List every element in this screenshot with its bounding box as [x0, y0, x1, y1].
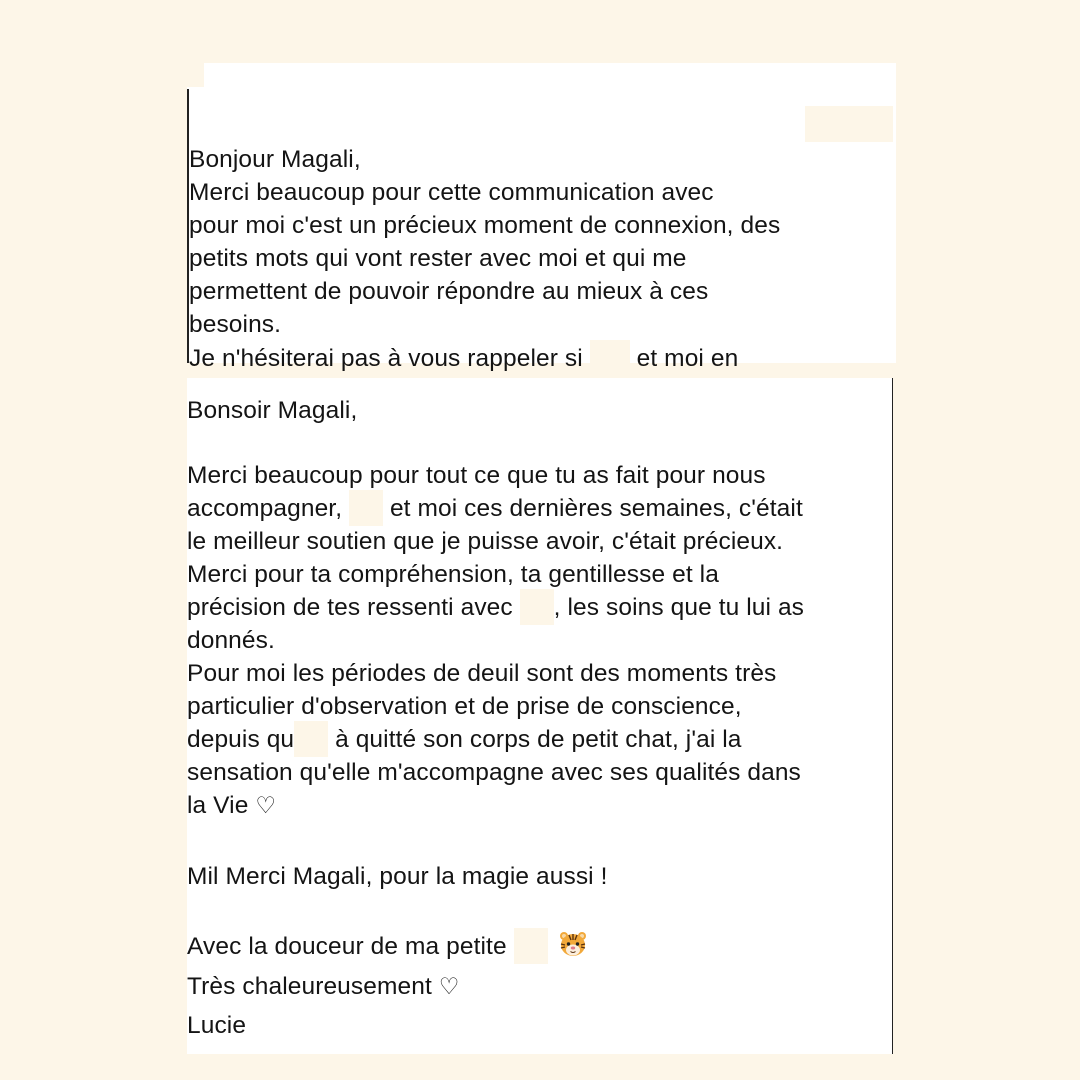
message-line: besoins.: [189, 311, 282, 338]
redacted-name: [805, 106, 893, 142]
message-signature: Lucie: [187, 1012, 247, 1039]
card-right-border: [892, 378, 893, 1054]
message-line: Merci pour ta compréhension, ta gentillesse et la: [187, 561, 719, 588]
message-line: Je n'hésiterai pas à vous rappeler si et moi en: [189, 342, 738, 376]
message-line: depuis qu à quitté son corps de petit chat, j'ai la: [187, 723, 742, 757]
message-line: le meilleur soutien que je puisse avoir, c'était précieux.: [187, 528, 784, 555]
message-card-bonjour: [187, 63, 896, 372]
message-line: pour moi c'est un précieux moment de connexion, des: [189, 212, 781, 239]
heart-icon: ♡: [255, 793, 277, 819]
message-line: particulier d'observation et de prise de conscience,: [187, 693, 742, 720]
message-line: précision de tes ressenti avec , les soins que tu lui as: [187, 591, 804, 625]
message-line: Merci beaucoup pour cette communication avec: [189, 179, 714, 206]
heart-icon: ♡: [438, 974, 460, 1000]
tiger-face-icon: [559, 931, 587, 957]
message-line: petits mots qui vont rester avec moi et qui me: [189, 245, 687, 272]
message-card-bonsoir: [187, 378, 893, 1054]
redacted-name: [349, 490, 383, 526]
redacted-name: [514, 928, 548, 964]
message-line: Bonsoir Magali,: [187, 397, 358, 424]
message-line: permettent de pouvoir répondre au mieux à ces: [189, 278, 709, 305]
message-line: Bonjour Magali,: [189, 146, 361, 173]
redacted-name: [590, 340, 630, 376]
message-line: sensation qu'elle m'accompagne avec ses qualités dans: [187, 759, 801, 786]
redacted-name: [520, 589, 554, 625]
message-line: Merci beaucoup pour tout ce que tu as fait pour nous: [187, 462, 766, 489]
message-line: Pour moi les périodes de deuil sont des moments très: [187, 660, 777, 687]
redacted-name: [294, 721, 328, 757]
message-line: Avec la douceur de ma petite: [187, 930, 587, 964]
message-line: accompagner, et moi ces dernières semaines, c'était: [187, 492, 803, 526]
message-line: Très chaleureusement ♡: [187, 973, 460, 1000]
card-corner-notch: [187, 63, 204, 87]
message-line: la Vie ♡: [187, 792, 277, 819]
message-line: donnés.: [187, 627, 275, 654]
message-line: Mil Merci Magali, pour la magie aussi !: [187, 863, 608, 890]
